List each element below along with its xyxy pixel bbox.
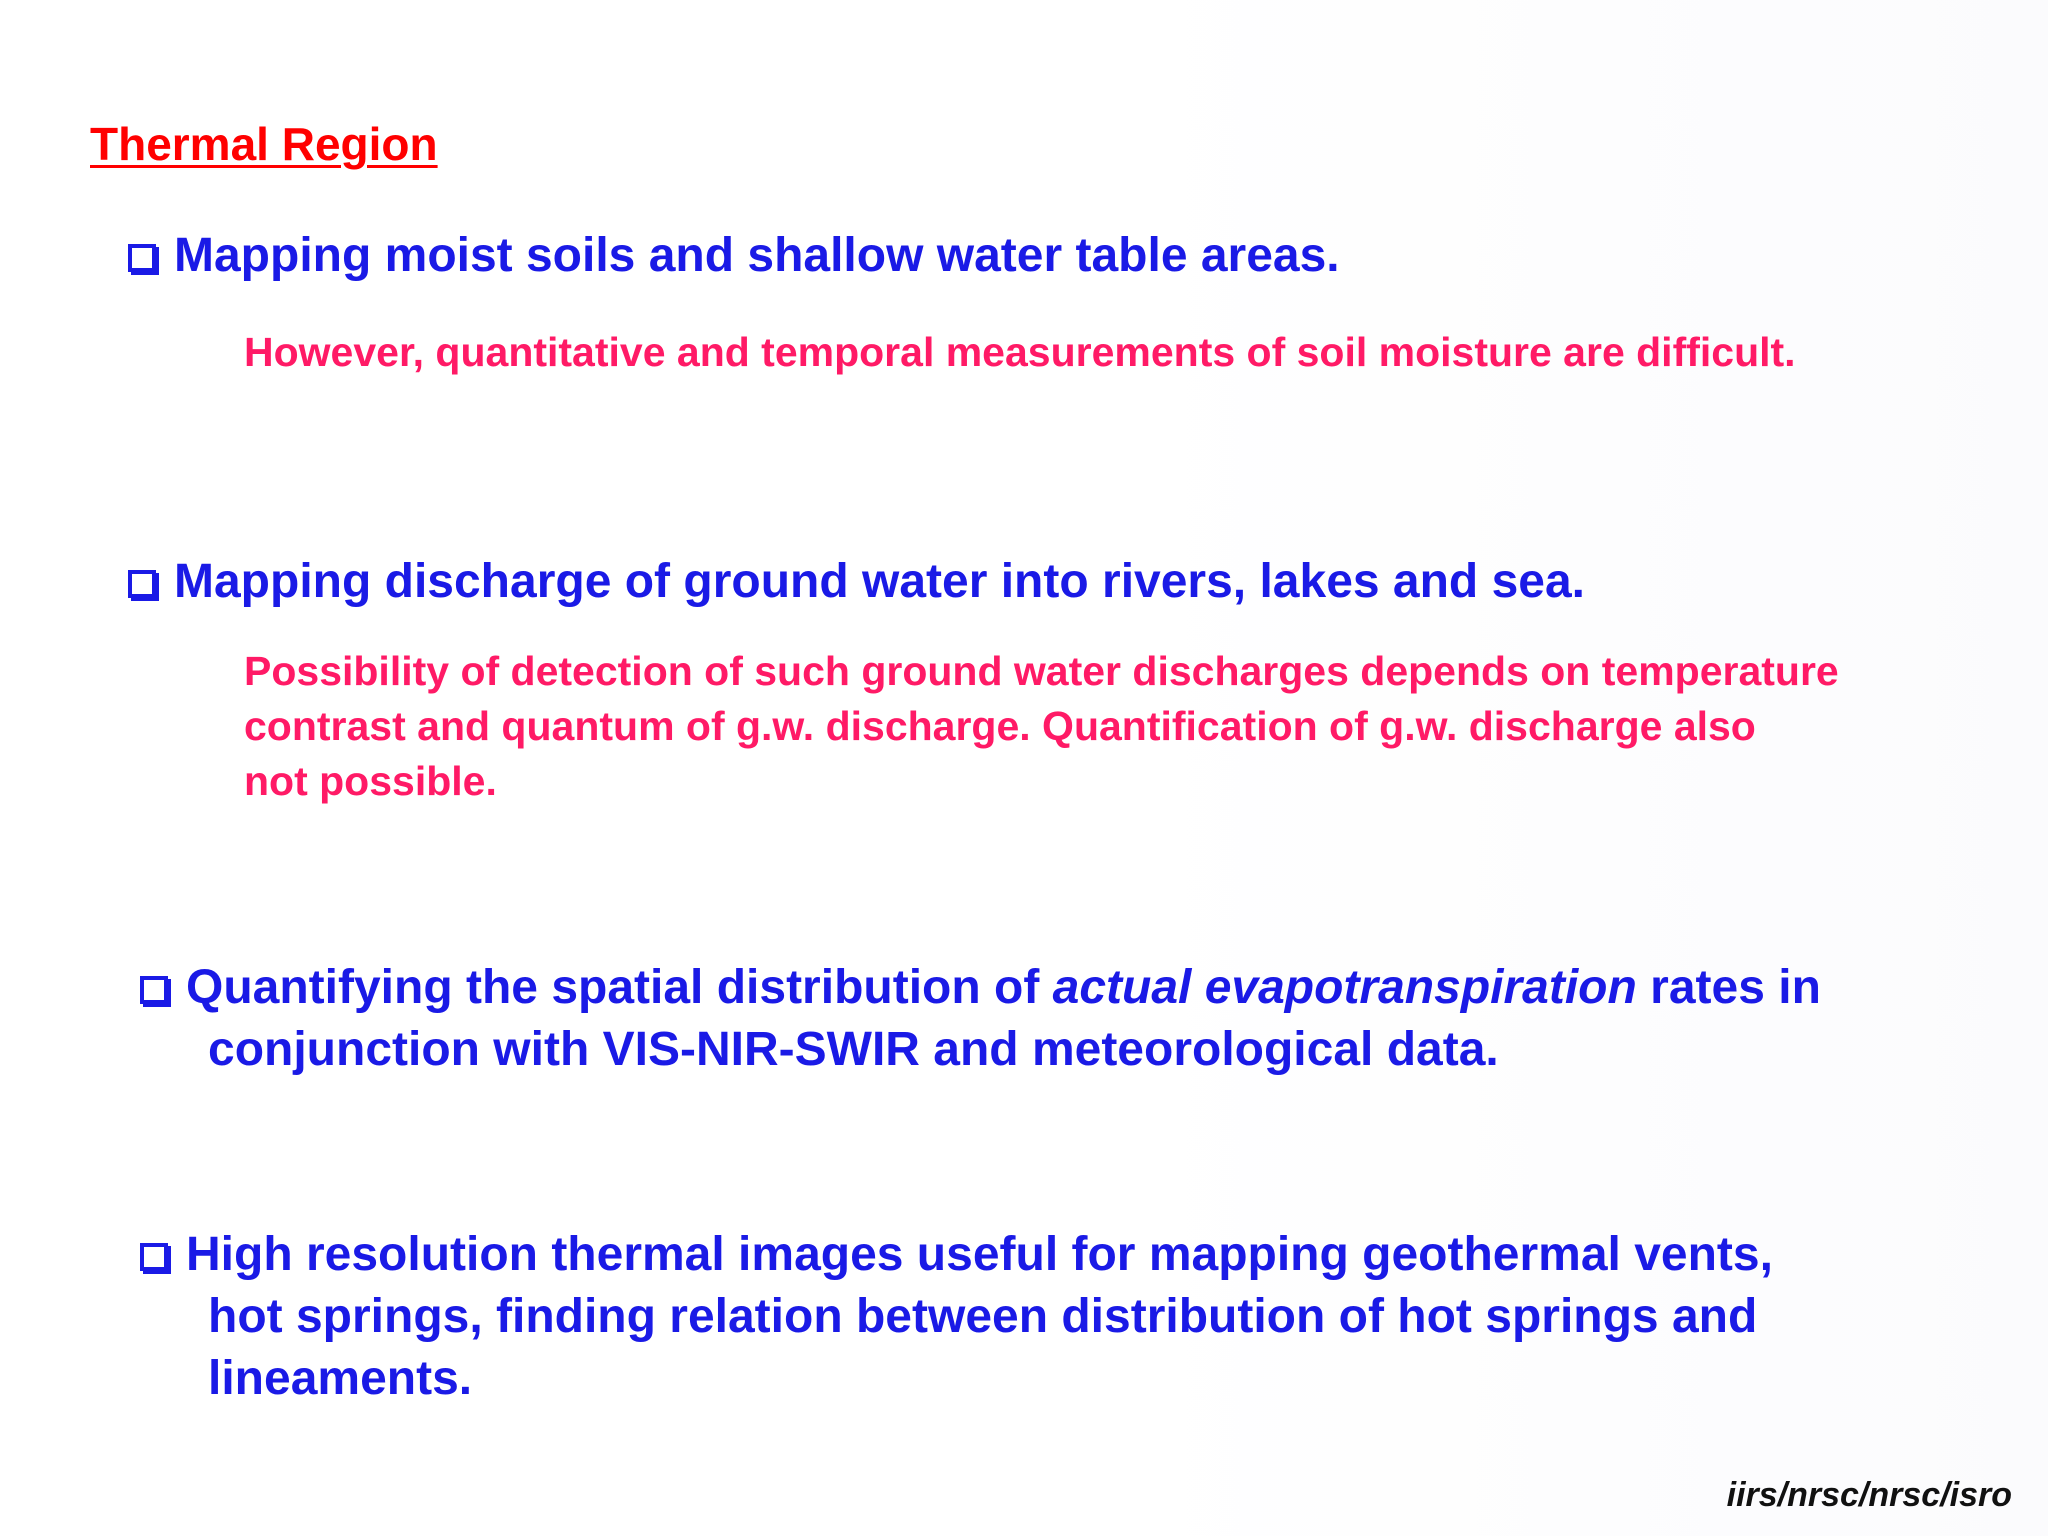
slide-title: Thermal Region [90,118,438,170]
bullet-4-line-2: hot springs, finding relation between distribution of hot springs and [208,1290,1758,1343]
checkbox-bullet-icon [140,1243,168,1271]
bullet-3-text-italic: actual evapotranspiration [1052,961,1637,1014]
checkbox-bullet-icon [140,976,168,1004]
bullet-3-text-before: Quantifying the spatial distribution of [186,961,1053,1014]
bullet-1 [128,225,1340,287]
checkbox-bullet-icon [128,570,156,598]
note-line: Possibility of detection of such ground water discharges depends on temperature [244,648,1839,694]
checkbox-bullet-icon [128,244,156,272]
bullet-3-text-after: rates in [1636,961,1821,1014]
footer-credit: iirs/nrsc/nrsc/isro [1726,1476,2012,1514]
bullet-1-text: Mapping moist soils and shallow water table areas. [174,229,1340,282]
bullet-2-note [244,644,1839,809]
note-line: However, quantitative and temporal measurements of soil moisture are difficult. [244,329,1796,375]
note-line: not possible. [244,758,497,804]
bullet-2 [128,551,1585,613]
bullet-3-line-2: conjunction with VIS-NIR-SWIR and meteorological data. [208,1023,1499,1076]
bullet-1-note [244,325,1796,380]
bullet-3 [140,957,1821,1081]
note-line: contrast and quantum of g.w. discharge. Quantification of g.w. discharge also [244,703,1756,749]
bullet-4-line-1: High resolution thermal images useful for mapping geothermal vents, [186,1228,1773,1281]
bullet-4-line-3: lineaments. [208,1352,473,1405]
bullet-4 [140,1224,1773,1410]
bullet-2-text: Mapping discharge of ground water into rivers, lakes and sea. [174,555,1586,608]
